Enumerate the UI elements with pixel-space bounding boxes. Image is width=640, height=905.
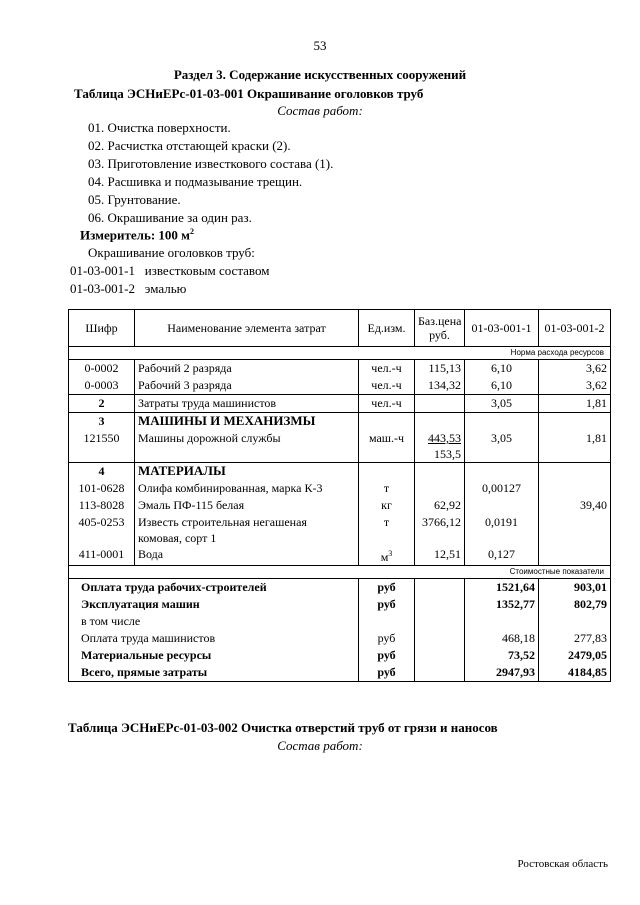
header-price: Баз.цена руб. (415, 310, 465, 347)
work-item: 06. Окрашивание за один раз. (88, 210, 252, 225)
cost-row: Эксплуатация машин руб 1352,77 802,79 (69, 596, 611, 613)
cost-row: Оплата труда машинистов руб 468,18 277,83 (69, 630, 611, 647)
unit-cell: $м^3$ (359, 546, 415, 566)
table-group-row: 4 МАТЕРИАЛЫ (69, 463, 611, 481)
cost-label-row: Стоимостные показатели (69, 566, 611, 579)
cost-row: Всего, прямые затраты руб 2947,93 4184,85 (69, 664, 611, 682)
work-item: 05. Грунтование. (88, 192, 181, 207)
table1-title: Таблица ЭСНиЕРс-01-03-001 Окрашивание оголовков труб (74, 86, 424, 101)
table-group-row: 3 МАШИНЫ И МЕХАНИЗМЫ (69, 413, 611, 431)
table-header-row (69, 310, 611, 347)
header-unit: Ед.изм. (359, 310, 415, 347)
table-row: 405-0253 Известь строительная негашеная комовая, сорт 1 т 3766,12 0,0191 (69, 514, 611, 546)
footer-region: Ростовская область (517, 858, 608, 870)
header-col2: 01-03-001-2 (539, 310, 611, 347)
table-row: 411-0001 Вода $м^3$ 12,51 0,127 (69, 546, 611, 566)
header-cipher: Шифр (69, 310, 135, 347)
cost-row: Оплата труда рабочих-строителей руб 1521,64 903,01 (69, 579, 611, 597)
table-row: 0-0003 Рабочий 3 разряда чел.-ч 134,32 6,10 3,62 (69, 377, 611, 395)
header-col1: 01-03-001-1 (465, 310, 539, 347)
work-item: 04. Расшивка и подмазывание трещин. (88, 174, 303, 189)
norm-label-row: Норма расхода ресурсов (69, 347, 611, 360)
group-title: Окрашивание оголовков труб: (88, 245, 255, 260)
resource-table (68, 309, 611, 682)
name-cell: Известь строительная негашеная комовая, сорт 1 (135, 514, 359, 546)
work-item: 03. Приготовление известкового состава (1). (88, 156, 334, 171)
header-name: Наименование элемента затрат (135, 310, 359, 347)
table2-composition-heading: Состав работ: (277, 738, 363, 753)
work-item: 02. Расчистка отстающей краски (2). (88, 138, 291, 153)
table2-title: Таблица ЭСНиЕРс-01-03-002 Очистка отверстий труб от грязи и наносов (68, 720, 498, 735)
code-row: 01-03-001-2 эмалью (70, 281, 187, 296)
code-row: 01-03-001-1 известковым составом (70, 263, 270, 278)
table-row: 101-0628 Олифа комбинированная, марка К-3 т 0,00127 (69, 480, 611, 497)
cost-row: в том числе (69, 613, 611, 630)
table-row: 2 Затраты труда машинистов чел.-ч 3,05 1,81 (69, 395, 611, 413)
section-title: Раздел 3. Содержание искусственных сооружений (173, 67, 467, 82)
table-row: 0-0002 Рабочий 2 разряда чел.-ч 115,13 6,10 3,62 (69, 360, 611, 378)
table-row: 113-8028 Эмаль ПФ-115 белая кг 62,92 39,40 (69, 497, 611, 514)
cost-row: Материальные ресурсы руб 73,52 2479,05 (69, 647, 611, 664)
page-number: 53 (313, 38, 327, 53)
meter-label: Измеритель: 100 $м^2$ (80, 227, 195, 243)
table-row: 121550 Машины дорожной службы маш.-ч 443,53 153,5 3,05 1,81 (69, 430, 611, 463)
price-cell: 443,53 153,5 (415, 430, 465, 463)
work-item: 01. Очистка поверхности. (88, 120, 231, 135)
table1-composition-heading: Состав работ: (277, 103, 363, 118)
